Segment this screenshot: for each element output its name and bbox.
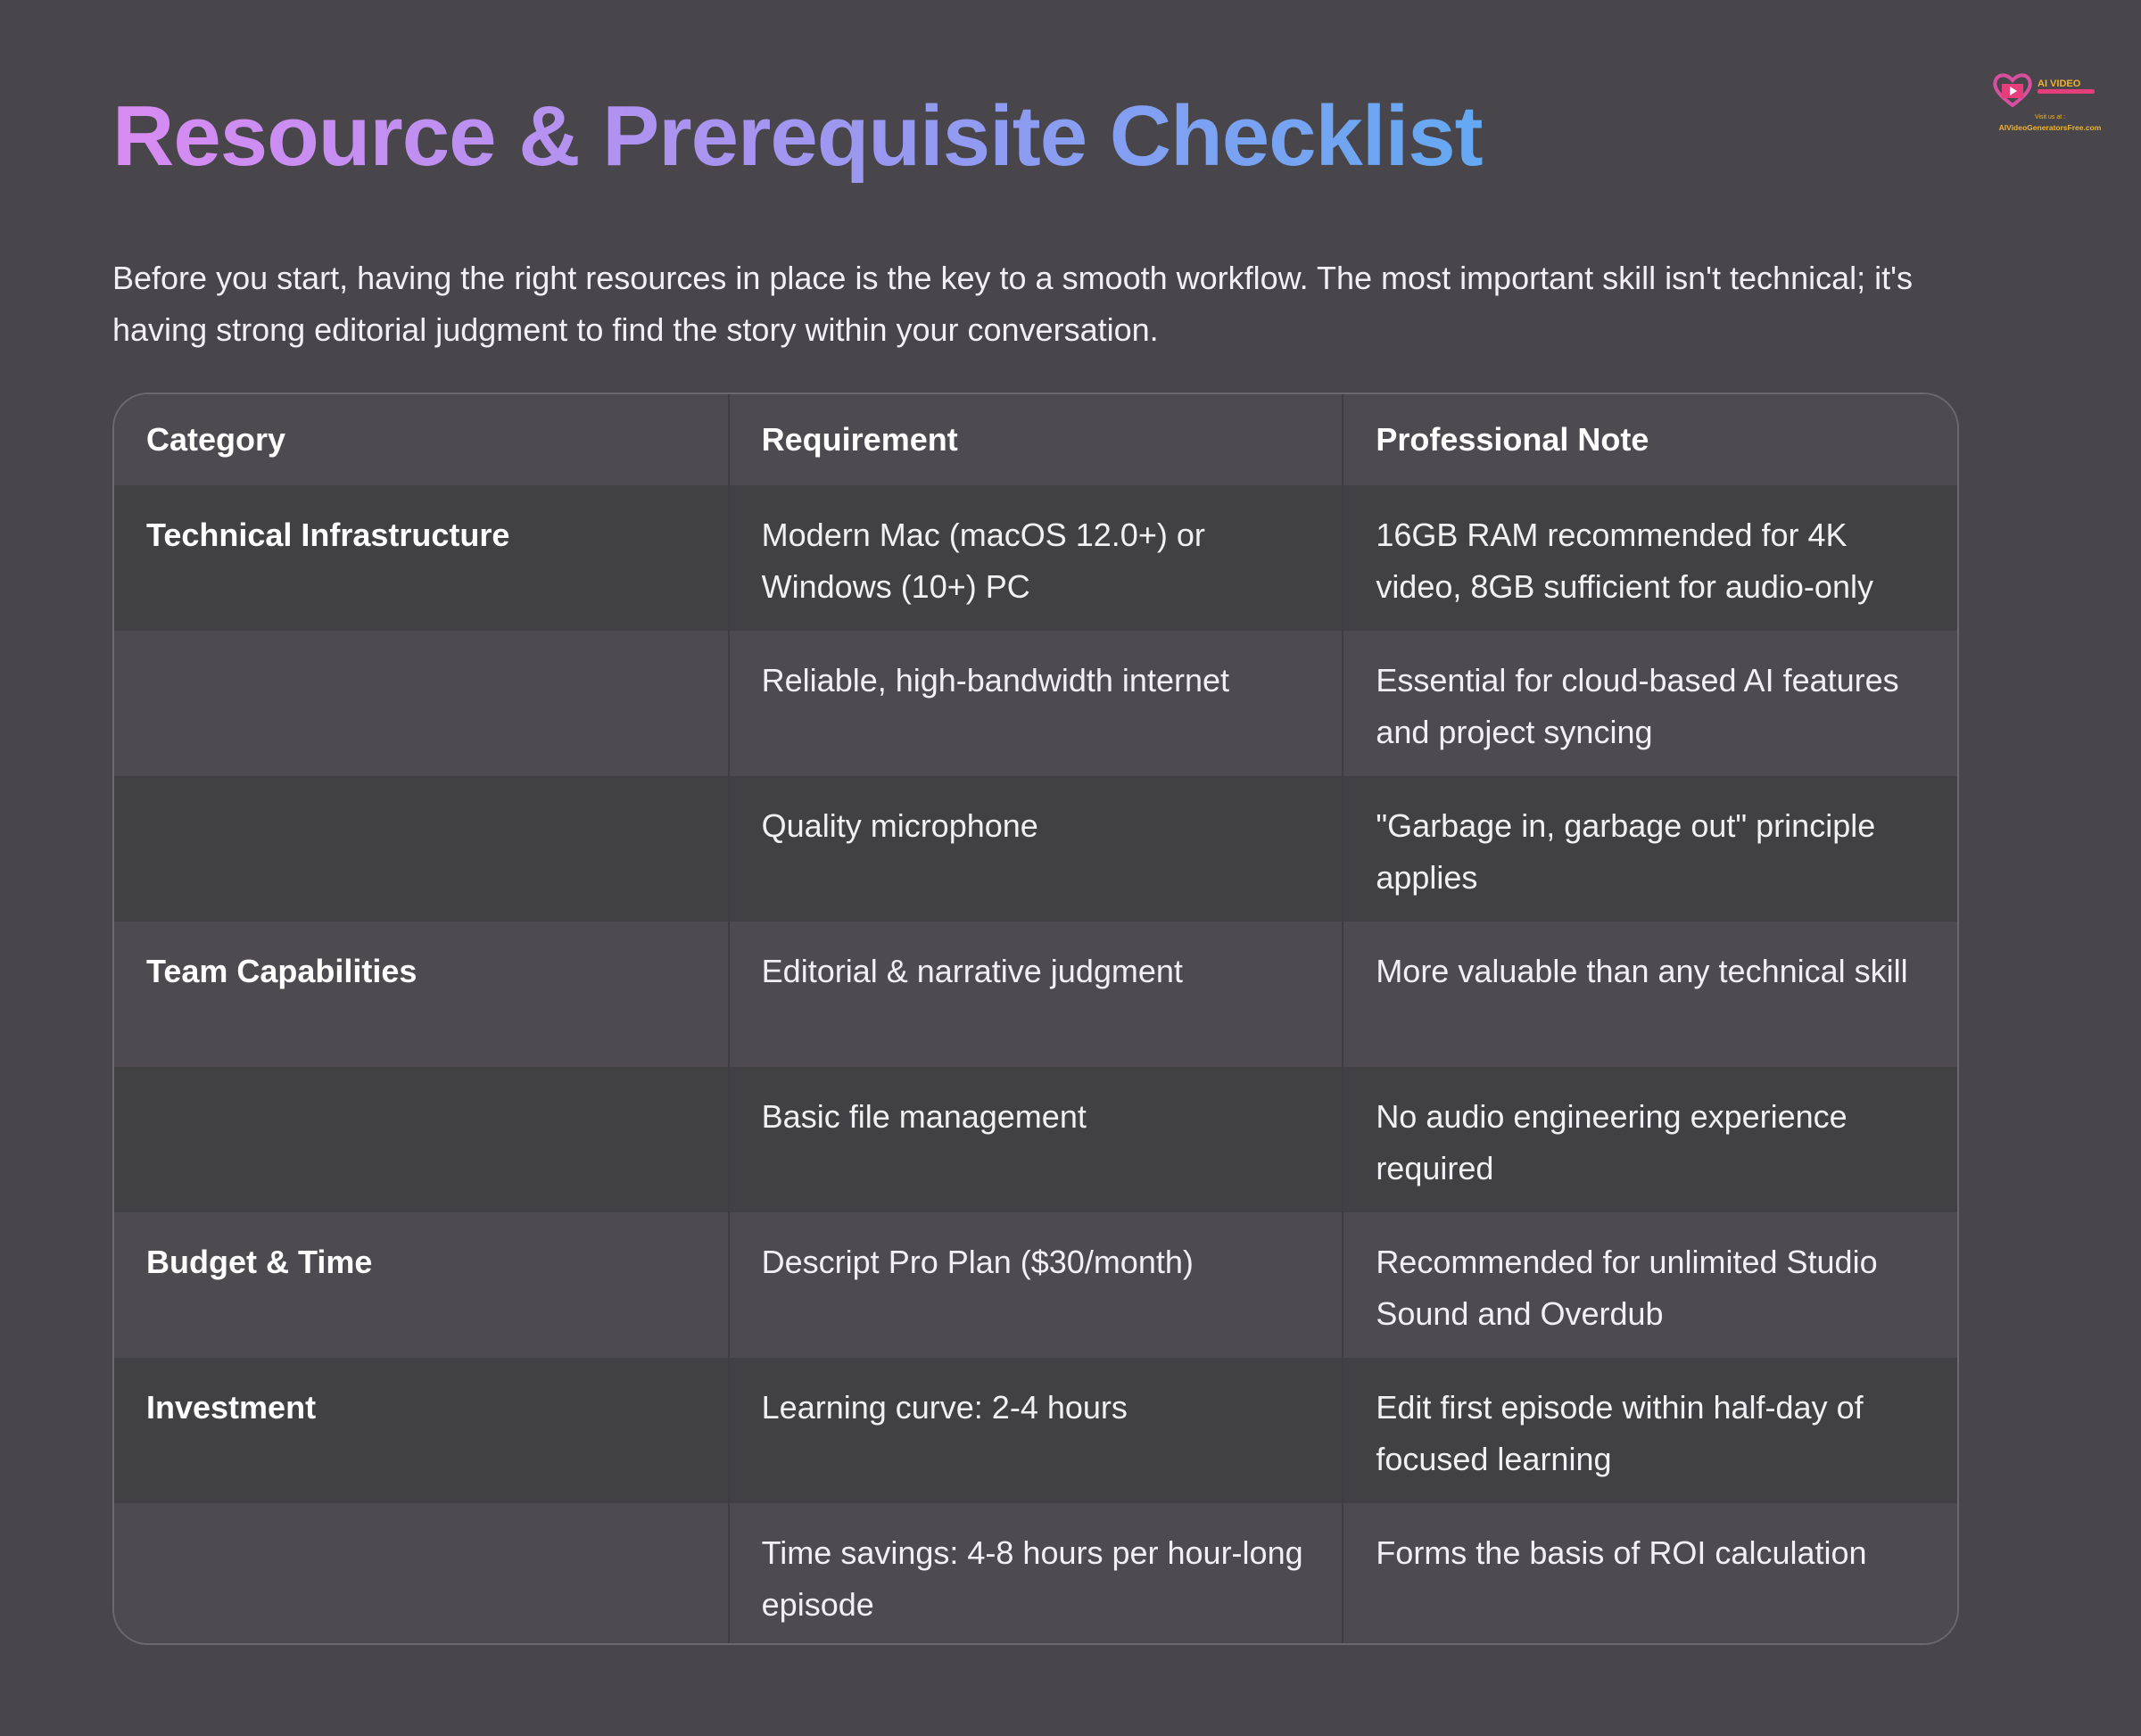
note-cell: More valuable than any technical skill: [1376, 953, 1908, 989]
requirement-cell: Time savings: 4-8 hours per hour-long episode: [729, 1503, 1343, 1645]
note-cell: Edit first episode within half-day of focused learning: [1376, 1389, 1864, 1477]
logo-site-link[interactable]: AIVideoGeneratorsFree.com: [1998, 123, 2102, 132]
column-header-note: Professional Note: [1376, 421, 1649, 458]
logo-brand-underline: [2038, 89, 2095, 94]
table-row: [114, 485, 1957, 631]
category-cell: [114, 776, 729, 922]
note-cell: No audio engineering experience required: [1376, 1098, 1848, 1186]
page-title: Resource & Prerequisite Checklist: [112, 88, 1483, 184]
requirement-cell: Descript Pro Plan ($30/month): [729, 1212, 1343, 1358]
category-cell: [114, 1503, 729, 1645]
requirement-cell: Basic file management: [729, 1067, 1343, 1212]
note-cell: "Garbage in, garbage out" principle applies: [1376, 807, 1876, 896]
intro-paragraph: Before you start, having the right resources in place is the key to a smooth workflow. The most important skill isn't technical; it's having strong editorial judgment to find the story within your conversation.: [112, 260, 1913, 348]
requirement-cell: Reliable, high-bandwidth internet: [729, 631, 1343, 776]
note-cell: 16GB RAM recommended for 4K video, 8GB sufficient for audio-only: [1376, 517, 1873, 605]
requirement-cell: Modern Mac (macOS 12.0+) or Windows (10+) PC: [729, 485, 1343, 631]
table-row: [114, 776, 1957, 922]
category-cell: [114, 631, 729, 776]
table-row: [114, 1358, 1957, 1503]
column-header-category: Category: [114, 394, 729, 485]
note-cell: Recommended for unlimited Studio Sound and Overdub: [1376, 1244, 1878, 1332]
category-cell: Technical Infrastructure: [114, 485, 729, 631]
checklist-table: [112, 393, 1959, 1645]
table-row: [114, 1212, 1957, 1358]
category-cell: Investment: [114, 1358, 729, 1503]
play-heart-icon: [1993, 71, 2032, 107]
category-cell: [114, 1067, 729, 1212]
column-header-requirement: Requirement: [729, 394, 1343, 485]
table-row: [114, 631, 1957, 776]
note-cell: Forms the basis of ROI calculation: [1376, 1534, 1867, 1571]
requirement-cell: Learning curve: 2-4 hours: [729, 1358, 1343, 1503]
table-header-row: [114, 394, 1957, 485]
logo-brand-text: AI VIDEO: [2038, 79, 2081, 89]
logo-visit-text: Visit us at :: [2034, 114, 2066, 120]
table-row: [114, 1503, 1957, 1645]
requirement-cell: Quality microphone: [729, 776, 1343, 922]
category-cell: Team Capabilities: [114, 922, 729, 1067]
brand-logo[interactable]: [1988, 62, 2112, 138]
requirement-cell: Editorial & narrative judgment: [729, 922, 1343, 1067]
note-cell: Essential for cloud-based AI features and project syncing: [1376, 662, 1899, 750]
category-cell: Budget & Time: [114, 1212, 729, 1358]
table-row: [114, 922, 1957, 1067]
table-row: [114, 1067, 1957, 1212]
